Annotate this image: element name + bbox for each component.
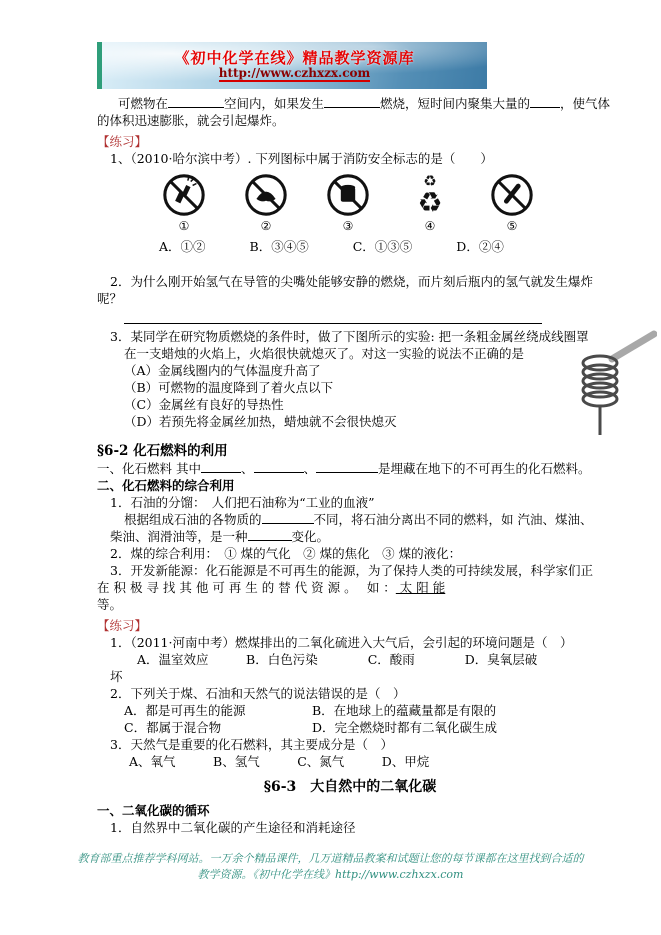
practice-label: 【练习】 xyxy=(97,618,148,633)
question-3-line-2: 在一支蜡烛的火焰上，火焰很快就熄灭了。对这一实验的说法不正确的是 xyxy=(124,346,525,361)
option-a: A．①② xyxy=(159,239,206,254)
footer-line-1: 教育部重点推荐学科网站。一万余个精品课件，几万道精品教案和试题让您的每节课都在这里找到合适的 xyxy=(77,852,584,865)
petroleum-distillation-line: 1．石油的分馏： 人们把石油称为“工业的血液” xyxy=(110,495,375,510)
question-2-line-1: 2．为什么刚开始氢气在导管的尖嘴处能够安静的燃烧，而片刻后瓶内的氢气就发生爆炸 xyxy=(110,274,593,289)
petroleum-detail-line-1 xyxy=(124,511,603,528)
question-1-options xyxy=(159,238,603,255)
new-energy-line-2 xyxy=(97,579,603,596)
p2-q1-options-line-1: A．温室效应 B．白色污染 C．酸雨 D．臭氧层破 xyxy=(137,652,538,667)
sign-icons-row xyxy=(159,172,603,234)
question-2-line-2: 呢？ xyxy=(97,291,123,306)
petroleum-detail-line-2 xyxy=(110,528,603,545)
blank-underline xyxy=(324,95,380,108)
question-3-option-c: （C）金属丝有良好的导热性 xyxy=(124,397,284,412)
footer-line-2 xyxy=(0,867,661,883)
option-b: B．③④⑤ xyxy=(249,239,309,254)
question-1: 1、（2010·哈尔滨中考）. 下列图标中属于消防安全标志的是（ ） xyxy=(110,151,493,166)
recycle-big-icon: ♻ xyxy=(417,186,443,219)
answer-underline xyxy=(124,310,542,324)
page-footer xyxy=(0,851,661,883)
option-c: C．①③⑤ xyxy=(352,239,413,254)
blank-underline xyxy=(248,528,292,541)
p2-q3-options: A、氧气 B、氢气 C、氮气 D、甲烷 xyxy=(129,754,430,769)
p2-q2-options-line-1 xyxy=(124,702,603,719)
sign-number: ② xyxy=(260,219,272,233)
fossil-fuel-line xyxy=(97,460,603,477)
sign-number: ⑤ xyxy=(506,219,518,233)
question-3-option-a: （A）金属线圈内的气体温度升高了 xyxy=(124,363,321,378)
new-energy-line-1: 3．开发新能源：化石能源是不可再生的能源，为了保持人类的可持续发展，科学家们正 xyxy=(110,563,593,578)
new-energy-text: 在 积 极 寻 找 其 他 可 再 生 的 替 代 资 源 。 如 ： xyxy=(97,580,396,595)
sign-2 xyxy=(241,172,291,234)
no-fireworks-icon xyxy=(161,172,207,218)
section-6-3-item-1: 1．自然界中二氧化碳的产生途径和消耗途径 xyxy=(110,820,356,835)
blank-underline xyxy=(262,511,314,524)
intro-line-1 xyxy=(118,95,611,112)
p2-q2-option-d: D．完全燃烧时都有二氧化碳生成 xyxy=(312,720,498,735)
wire-coil-image xyxy=(562,327,657,446)
footer-site-name: 教学资源。《初中化学在线》 xyxy=(197,868,335,881)
petroleum-text: 柴油、润滑油等，是一种 xyxy=(110,529,248,544)
separator: 、 xyxy=(240,461,254,476)
option-d: D．②④ xyxy=(456,239,504,254)
site-banner-title: 《初中化学在线》精品教学资源库 xyxy=(174,48,415,67)
question-3-option-b: （B）可燃物的温度降到了着火点以下 xyxy=(124,380,334,395)
p2-q1-options-line-2: 坏 xyxy=(110,669,123,684)
intro-line-2: 的体积迅速膨胀，就会引起爆炸。 xyxy=(97,113,285,128)
practice-label: 【练习】 xyxy=(97,134,148,149)
separator: 、 xyxy=(303,461,317,476)
p2-q2-option-b: B．在地球上的蕴藏量都是有限的 xyxy=(312,703,497,718)
blank-underline xyxy=(168,95,224,108)
no-knives-icon xyxy=(489,172,535,218)
no-flammables-drum-icon xyxy=(325,172,371,218)
fossil-fuel-text: 是埋藏在地下的不可再生的化石燃料。 xyxy=(378,461,591,476)
section-6-2-heading: §6-2 化石燃料的利用 xyxy=(97,443,228,459)
sign-4 xyxy=(405,172,455,234)
blank-underline xyxy=(201,460,241,473)
section-6-2-item-2: 二、化石燃料的综合利用 xyxy=(97,478,235,493)
intro-text: ，使气体 xyxy=(560,96,611,111)
petroleum-text: 变化。 xyxy=(291,529,330,544)
blank-underline xyxy=(316,460,378,473)
blank-underline xyxy=(530,95,560,108)
sign-number: ④ xyxy=(424,219,436,233)
petroleum-text: 不同，将石油分离出不同的燃料，如 汽油、煤油、 xyxy=(313,512,593,527)
site-banner xyxy=(97,42,487,89)
section-6-3-heading: §6-3 大自然中的二氧化碳 xyxy=(263,779,437,795)
coal-utilization-line: 2．煤的综合利用： ① 煤的气化 ② 煤的焦化 ③ 煤的液化： xyxy=(110,546,462,561)
fossil-fuel-text: 一、化石燃料 其中 xyxy=(97,461,201,476)
question-3-option-d: （D）若预先将金属丝加热，蜡烛就不会很快熄灭 xyxy=(124,414,397,429)
solar-energy-answer: 太 阳 能 xyxy=(395,580,446,595)
p2-question-1: 1．（2011·河南中考）燃煤排出的二氧化硫进入大气后，会引起的环境问题是（ ） xyxy=(110,635,573,650)
p2-q2-option-c: C．都属于混合物 xyxy=(124,720,222,735)
site-banner-url[interactable]: http://www.czhxzx.com xyxy=(218,65,371,80)
sign-number: ③ xyxy=(342,219,354,233)
sign-1 xyxy=(159,172,209,234)
section-6-3-sub-1: 一、二氧化碳的循环 xyxy=(97,803,210,818)
no-open-flame-icon xyxy=(243,172,289,218)
intro-text: 燃烧，短时间内聚集大量的 xyxy=(380,96,531,111)
intro-text: 可燃物在 xyxy=(118,96,169,111)
sign-5 xyxy=(487,172,537,234)
petroleum-text: 根据组成石油的各物质的 xyxy=(124,512,262,527)
sign-number: ① xyxy=(178,219,190,233)
p2-question-2: 2．下列关于煤、石油和天然气的说法错误的是（ ） xyxy=(110,686,406,701)
recycle-small-icon: ♻ xyxy=(423,172,437,190)
footer-url[interactable]: http://www.czhxzx.com xyxy=(335,868,464,881)
p2-q2-options-line-2 xyxy=(124,719,603,736)
new-energy-line-3: 等。 xyxy=(97,597,123,612)
intro-text: 空间内，如果发生 xyxy=(224,96,325,111)
p2-q2-option-a: A．都是可再生的能源 xyxy=(124,703,246,718)
wire-coil-illustration xyxy=(562,327,657,442)
blank-underline xyxy=(254,460,304,473)
p2-question-3: 3．天然气是重要的化石燃料，其主要成分是（ ） xyxy=(110,737,393,752)
recycle-icon xyxy=(405,172,455,218)
question-3-line-1: 3．某同学在研究物质燃烧的条件时，做了下图所示的实验: 把一条粗金属丝绕成线圈罩 xyxy=(110,329,589,344)
sign-3 xyxy=(323,172,373,234)
